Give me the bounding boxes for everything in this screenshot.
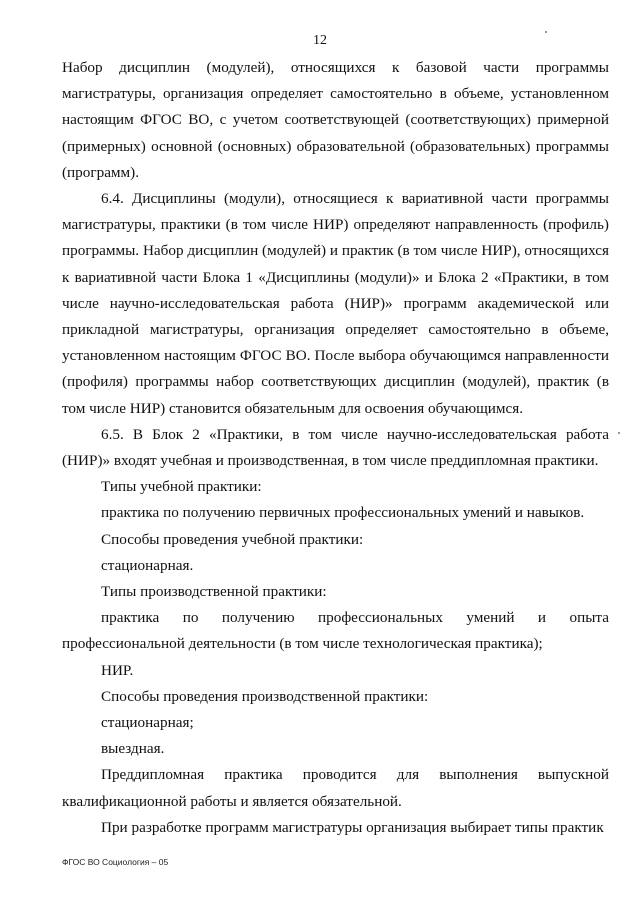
heading-production-practice-methods: Способы проведения производственной практики: xyxy=(101,687,429,705)
page-number: 12 xyxy=(313,33,327,48)
educational-practice-method: стационарная. xyxy=(101,556,194,574)
paragraph-practice-selection: При разработке программ магистратуры организация выбирает типы практик xyxy=(101,818,604,836)
paragraph-6-5: 6.5. В Блок 2 «Практики, в том числе научно-исследовательская работа (НИР)» входят учебная и производственная, в том числе преддипломная практики. xyxy=(62,425,609,470)
production-practice-method-field: выездная. xyxy=(101,740,165,758)
heading-educational-practice-methods: Способы проведения учебной практики: xyxy=(101,530,364,548)
educational-practice-type: практика по получению первичных профессиональных умений и навыков. xyxy=(101,504,585,522)
document-footer: ФГОС ВО Социология – 05 xyxy=(62,857,169,867)
heading-educational-practice-types: Типы учебной практики: xyxy=(101,478,262,496)
scan-mark xyxy=(545,31,547,33)
heading-production-practice-types: Типы производственной практики: xyxy=(101,583,327,601)
document-body xyxy=(62,55,609,841)
paragraph-6-4: 6.4. Дисциплины (модули), относящиеся к вариативной части программы магистратуры, практики (в том числе НИР) определяют направленность (профиль) программы. Набор дисциплин (модулей) и практик (в том числе НИР), относящихся к вариативной части Блока 1 «Дисциплины (модули)» и Блока 2 «Практики, в том числе научно-исследовательская работа (НИР)» программ академической или прикладной магистратуры, организация определяет самостоятельно в объеме, установленном настоящим ФГОС ВО. После выбора обучающимся направленности (профиля) программы набор соответствующих дисциплин (модулей), практик (в том числе НИР) становится обязательным для освоения обучающимся. xyxy=(62,190,609,417)
production-practice-type: практика по получению профессиональных умений и опыта профессиональной деятельности (в том числе технологическая практика); xyxy=(62,609,609,653)
paragraph-basic-part: Набор дисциплин (модулей), относящихся к базовой части программы магистратуры, организация определяет самостоятельно в объеме, установленном настоящим ФГОС ВО, с учетом соответствующей (соответствующих) примерной (примерных) основной (основных) образовательной (образовательных) программы (программ). xyxy=(62,59,609,181)
scan-mark xyxy=(618,432,620,434)
production-practice-method-stationary: стационарная; xyxy=(101,714,194,732)
paragraph-pre-diploma-practice: Преддипломная практика проводится для выполнения выпускной квалификационной работы и является обязательной. xyxy=(62,766,609,810)
production-practice-type-nir: НИР. xyxy=(101,661,134,679)
